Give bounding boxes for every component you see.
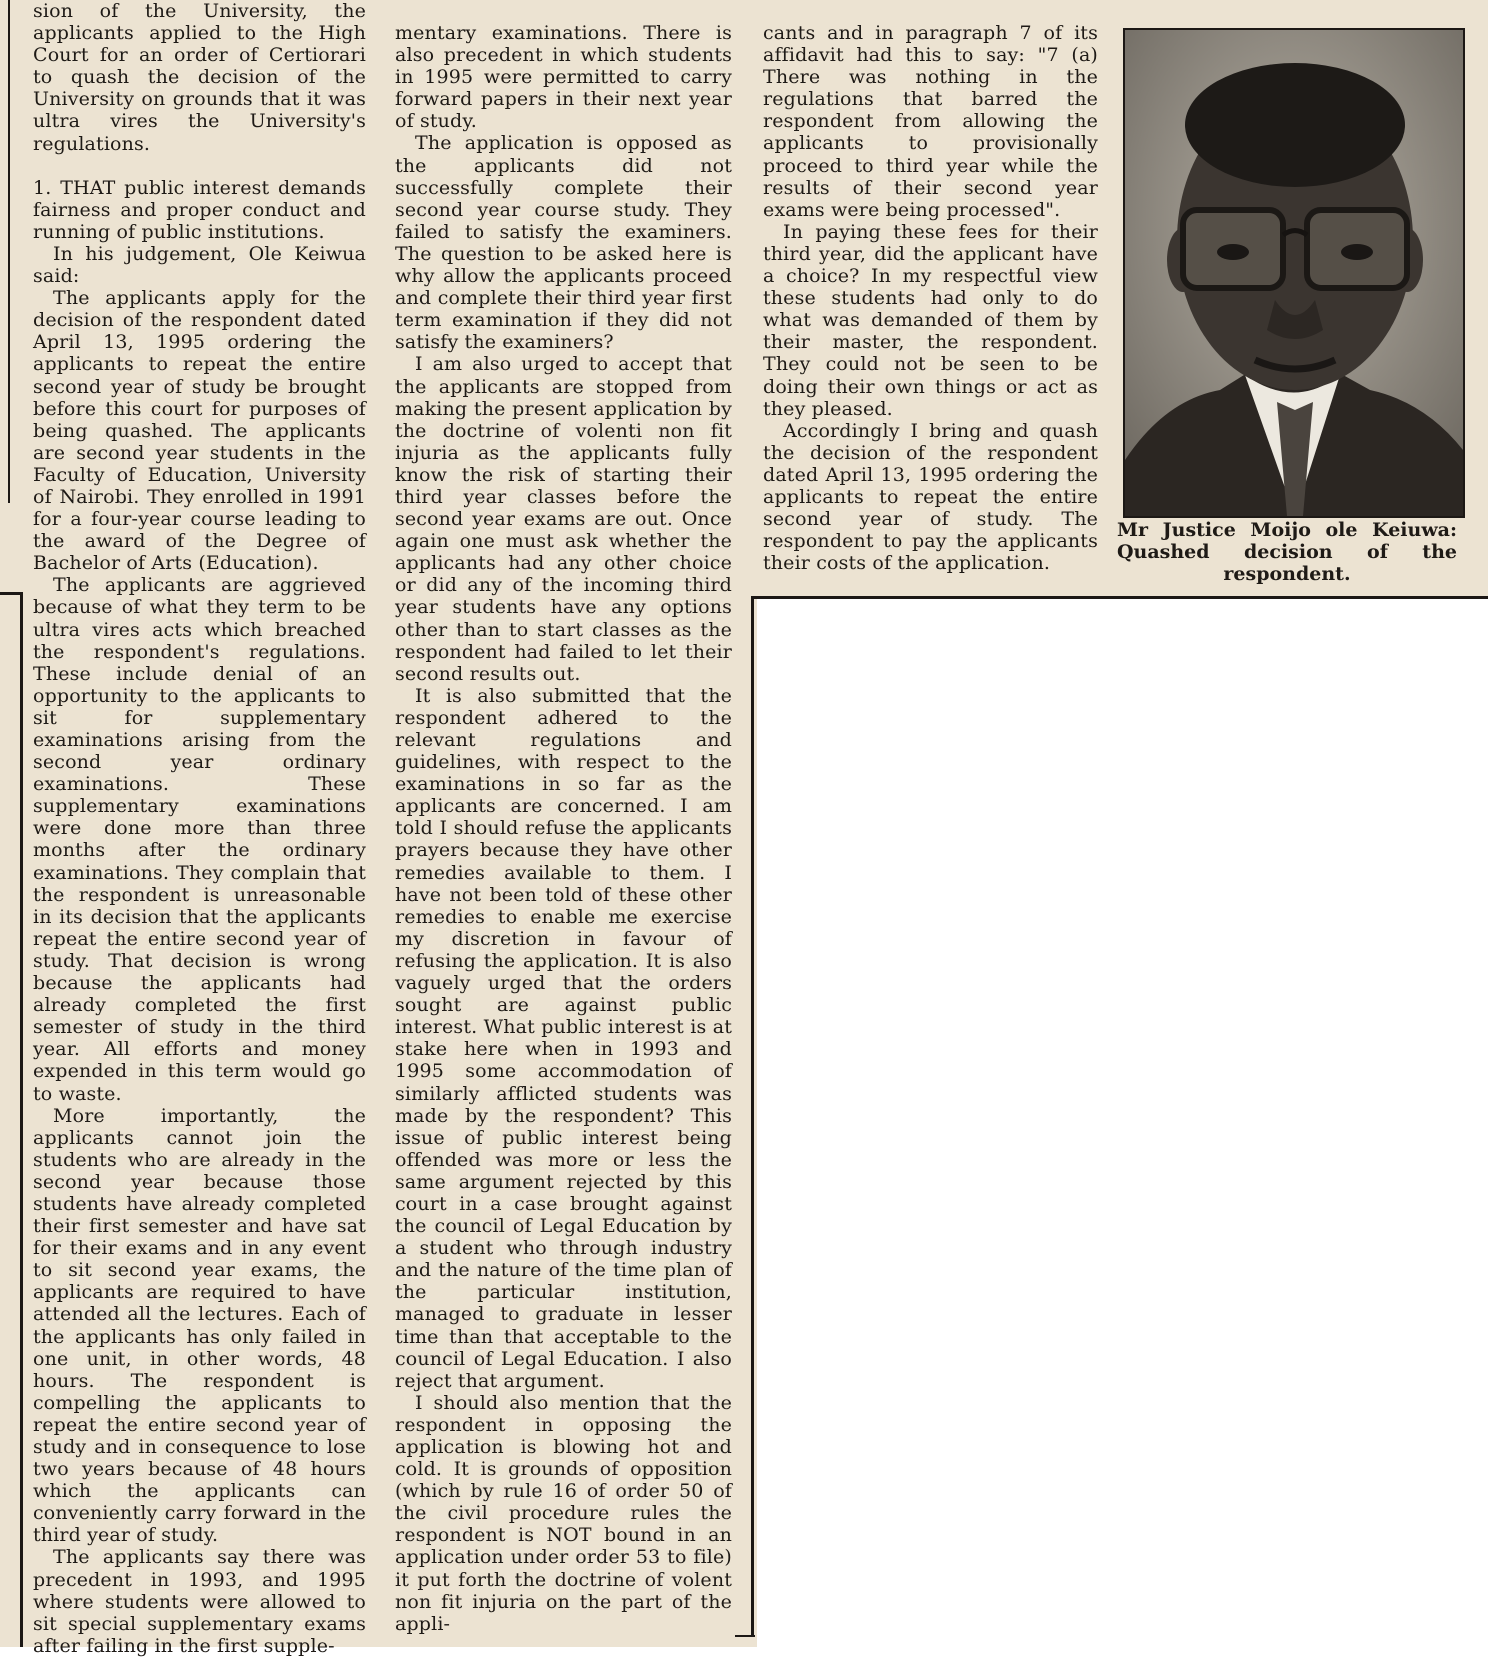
article-paragraph: Accordingly I bring and quash the decision of the respondent dated April 13, 1995 ordering the applicants to repeat the entire second year of study. The respondent to pay the applicants their costs of the application. bbox=[763, 419, 1098, 575]
article-paragraph: The application is opposed as the applicants did not successfully complete their second year course study. They failed to satisfy the examiners. The question to be asked here is why allow the applicants proceed and complete their third year first term examination if they did not satisfy the examiners? bbox=[395, 132, 732, 354]
clip-border-bottom bbox=[735, 1635, 755, 1637]
article-paragraph: cants and in paragraph 7 of its affidavit had this to say: "7 (a) There was nothing in the regulations that barred the respondent from allowing the applicants to provisionally proceed to third year while the results of their second year exams were being processed". bbox=[763, 22, 1098, 221]
clip-border-vertical bbox=[751, 596, 754, 1636]
left-column-rule-top bbox=[8, 0, 10, 503]
article-column-1 bbox=[33, 0, 366, 1657]
left-clip-border-horizontal bbox=[0, 592, 22, 595]
article-paragraph: The applicants say there was precedent in 1993, and 1995 where students were allowed to sit special supplementary exams after failing in the first supple- bbox=[33, 1546, 366, 1657]
portrait-photo bbox=[1123, 28, 1465, 518]
article-paragraph: 1. THAT public interest demands fairness and proper conduct and running of public institutions. bbox=[33, 176, 366, 243]
article-paragraph: It is also submitted that the respondent adhered to the relevant regulations and guidelines, with respect to the examinations in so far as the applicants are concerned. I am told I should refuse the applicants prayers because they have other remedies available to them. I have not been told of these other remedies to enable me exercise my discretion in favour of refusing the application. It is also vaguely urged that the orders sought are against public interest. What public interest is at stake here when in 1993 and 1995 some accommodation of similarly afflicted students was made by the respondent? This issue of public interest being offended was more or less the same argument rejected by this court in a case brought against the council of Legal Education by a student who through industry and the nature of the time plan of the particular institution, managed to graduate in lesser time than that acceptable to the council of Legal Education. I also reject that argument. bbox=[395, 684, 732, 1392]
article-paragraph: In paying these fees for their third year, did the applicant have a choice? In my respectful view these students had only to do what was demanded of them by their master, the respondent. They could not be seen to be doing their own things or act as they pleased. bbox=[763, 220, 1098, 420]
article-paragraph: The applicants are aggrieved because of what they term to be ultra vires acts which breached the respondent's regulations. These include denial of an opportunity to the applicants to sit for supplementary examinations arising from the second year ordinary examinations. These supplementary examinations were done more than three months after the ordinary examinations. They complain that the respondent is unreasonable in its decision that the applicants repeat the entire second year of study. That decision is wrong because the applicants had already completed the first semester of study in the third year. All efforts and money expended in this term would go to waste. bbox=[33, 574, 366, 1105]
photo-caption: Mr Justice Moijo ole Keiuwa: Quashed decision of the respondent. bbox=[1117, 519, 1457, 585]
article-paragraph: mentary examinations. There is also precedent in which students in 1995 were permitted to carry forward papers in their next year of study. bbox=[395, 22, 732, 133]
article-paragraph: sion of the University, the applicants applied to the High Court for an order of Certiorari to quash the decision of the University on grounds that it was ultra vires the University's regulations. bbox=[33, 0, 366, 155]
article-paragraph: In his judgement, Ole Keiwua said: bbox=[33, 242, 366, 288]
article-paragraph: I am also urged to accept that the applicants are stopped from making the present application by the doctrine of volenti non fit injuria as the applicants fully know the risk of starting their third year classes before the second year exams are out. Once again one must ask whether the applicants had any other choice or did any of the incoming third year students have any options other than to start classes as the respondent had failed to let their second results out. bbox=[395, 353, 732, 685]
clip-border-horizontal bbox=[751, 596, 1488, 599]
article-paragraph: I should also mention that the respondent in opposing the application is blowing hot and cold. It is grounds of opposition (which by rule 16 of order 50 of the civil procedure rules the respondent is NOT bound in an application under order 53 to file) it put forth the doctrine of volent non fit injuria on the part of the appli- bbox=[395, 1391, 732, 1635]
left-clip-border-vertical bbox=[20, 592, 23, 1647]
article-paragraph: More importantly, the applicants cannot join the students who are already in the second year because those students have already completed their first semester and have sat for their exams and in any event to sit second year exams, the applicants are required to have attended all the lectures. Each of the applicants has only failed in one unit, in other words, 48 hours. The respondent is compelling the applicants to repeat the entire second year of study and in consequence to lose two years because of 48 hours which the applicants can conveniently carry forward in the third year of study. bbox=[33, 1104, 366, 1547]
article-column-3 bbox=[763, 22, 1098, 582]
article-column-2 bbox=[395, 22, 732, 1634]
article-paragraph: The applicants apply for the decision of the respondent dated April 13, 1995 ordering the applicants to repeat the entire second year of study be brought before this court for purposes of being quashed. The applicants are second year students in the Faculty of Education, University of Nairobi. They enrolled in 1991 for a four-year course leading to the award of the Degree of Bachelor of Arts (Education). bbox=[33, 287, 366, 575]
